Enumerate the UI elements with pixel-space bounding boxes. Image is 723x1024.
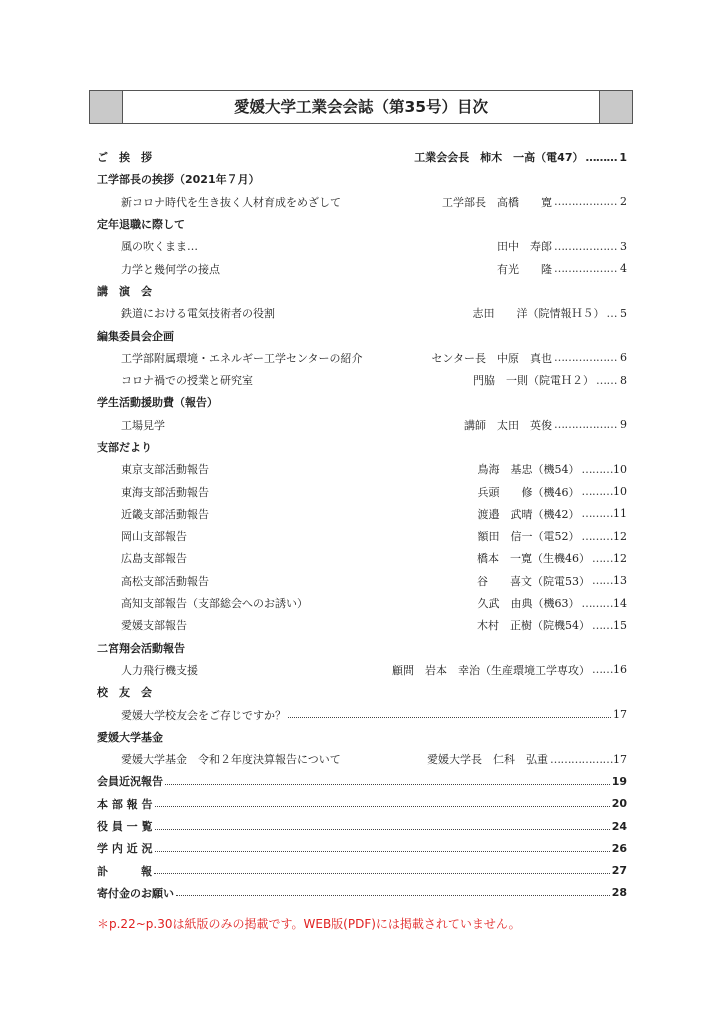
toc-entry (97, 480, 627, 502)
entry-author: 渡邉 武晴（機42） (477, 507, 580, 521)
toc-section-heading (97, 168, 627, 190)
page-number: 14 (613, 596, 627, 610)
toc-section-heading (97, 837, 627, 859)
toc-entry (97, 458, 627, 480)
title-cap-left (90, 91, 123, 123)
toc-entry (97, 191, 627, 213)
entry-author: 橋本 一寛（生機46） (477, 552, 590, 566)
page-number: 19 (611, 774, 627, 788)
dot-leader (155, 829, 610, 830)
toc-section-heading (97, 770, 627, 792)
entry-author: 久武 由典（機63） (477, 597, 580, 611)
entry-author: 額田 信一（電52） (477, 530, 580, 544)
dot-leader: ……………… (554, 262, 617, 276)
toc-section-heading (97, 726, 627, 748)
page-number: 10 (613, 485, 627, 499)
entry-author: センター長 中原 真也 (431, 351, 552, 365)
toc-section-heading (97, 637, 627, 659)
toc-entry (97, 503, 627, 525)
page-number: 10 (613, 462, 627, 476)
dot-leader: …… (592, 551, 613, 565)
page-number: 3 (620, 239, 627, 253)
dot-leader: …… (592, 618, 613, 632)
dot-leader: ……… (581, 462, 613, 476)
toc-title-box (89, 90, 633, 124)
page-number: 9 (620, 418, 627, 432)
toc-section-heading (97, 815, 627, 837)
section-title: 定年退職に際して (97, 218, 185, 232)
table-of-contents (97, 146, 627, 904)
section-title: 学生活動援助費（報告） (97, 396, 218, 410)
entry-author: 木村 正樹（院機54） (477, 619, 590, 633)
entry-title: 高知支部報告（支部総会へのお誘い） (121, 597, 308, 611)
toc-section-heading (97, 324, 627, 346)
toc-entry (97, 547, 627, 569)
entry-title: 風の吹くまま… (121, 240, 198, 254)
toc-entry (97, 592, 627, 614)
toc-entry (97, 748, 627, 770)
dot-leader: ……………… (550, 752, 613, 766)
title-cap-right (599, 91, 632, 123)
dot-leader: ……………… (554, 418, 617, 432)
toc-entry (97, 614, 627, 636)
entry-title: 愛媛支部報告 (121, 619, 187, 633)
toc-section-heading (97, 436, 627, 458)
entry-author: 愛媛大学長 仁科 弘重 (427, 753, 548, 767)
section-title: 二宮翔会活動報告 (97, 641, 185, 655)
dot-leader: ……… (581, 596, 613, 610)
toc-section-heading (97, 860, 627, 882)
page-number: 27 (611, 864, 627, 878)
dot-leader: ……………… (554, 351, 617, 365)
page-number: 2 (620, 195, 627, 209)
page-number: 17 (613, 708, 627, 722)
entry-title: 鉄道における電気技術者の役割 (121, 307, 275, 321)
page-title: 愛媛大学工業会会誌（第35号）目次 (233, 98, 489, 116)
entry-author: 谷 喜文（院電53） (477, 574, 590, 588)
page-number: 12 (613, 551, 627, 565)
section-title: 編集委員会企画 (97, 329, 174, 343)
toc-section-heading (97, 146, 627, 168)
toc-entry (97, 703, 627, 725)
page-number: 5 (620, 306, 627, 320)
section-title: 支部だより (97, 441, 152, 454)
entry-title: 東京支部活動報告 (121, 463, 209, 477)
entry-author: 門脇 一則（院電Ｈ２） (473, 374, 594, 388)
section-title: 学 内 近 況 (97, 842, 153, 856)
entry-title: 人力飛行機支援 (121, 663, 198, 677)
toc-section-heading (97, 280, 627, 302)
entry-author: 工学部長 高橋 寛 (442, 195, 552, 209)
page-number: 1 (619, 150, 627, 164)
page-number: 15 (613, 618, 627, 632)
entry-author: 田中 寿郎 (497, 240, 552, 254)
page-number: 24 (611, 819, 627, 833)
page-number: 8 (620, 373, 627, 387)
toc-entry (97, 257, 627, 279)
entry-title: 近畿支部活動報告 (121, 507, 209, 521)
toc-entry (97, 302, 627, 324)
entry-title: 高松支部活動報告 (121, 574, 209, 588)
dot-leader: ……………… (554, 195, 617, 209)
entry-title: 工学部附属環境・エネルギー工学センターの紹介 (121, 351, 363, 365)
toc-entry (97, 369, 627, 391)
section-title: 本 部 報 告 (97, 797, 153, 811)
entry-title: 愛媛大学校友会をご存じですか？ (121, 708, 286, 722)
toc-section-heading (97, 681, 627, 703)
section-title: 役 員 一 覧 (97, 820, 153, 834)
dot-leader: ……… (585, 150, 617, 164)
entry-author: 講師 太田 英俊 (464, 418, 552, 432)
toc-section-heading (97, 213, 627, 235)
entry-author: 兵頭 修（機46） (477, 485, 580, 499)
section-title: 愛媛大学基金 (97, 730, 163, 744)
toc-entry (97, 659, 627, 681)
page-number: 4 (620, 262, 627, 276)
entry-title: 東海支部活動報告 (121, 485, 209, 499)
page-number: 6 (620, 351, 627, 365)
section-title: 会員近況報告 (97, 775, 163, 789)
toc-section-heading (97, 391, 627, 413)
page-number: 16 (613, 663, 627, 677)
entry-title: 工場見学 (121, 418, 165, 432)
dot-leader: ……… (581, 507, 613, 521)
entry-author: 志田 洋（院情報Ｈ５） (472, 307, 605, 321)
section-title: 校 友 会 (97, 686, 152, 700)
section-title: 訃 報 (97, 864, 152, 878)
toc-section-heading (97, 793, 627, 815)
entry-author: 有光 隆 (497, 262, 552, 276)
publication-note: ＊p.22~p.30は紙版のみの掲載です。WEB版(PDF)には掲載されていません。 (97, 917, 521, 931)
dot-leader: …… (592, 574, 613, 588)
page-number: 11 (613, 507, 627, 521)
page-number: 13 (613, 574, 627, 588)
entry-title: 新コロナ時代を生き抜く人材育成をめざして (121, 195, 341, 209)
toc-entry (97, 235, 627, 257)
dot-leader: ……… (581, 529, 613, 543)
page-number: 12 (613, 529, 627, 543)
toc-entry (97, 414, 627, 436)
section-title: ご 挨 拶 (97, 151, 152, 165)
dot-leader (176, 895, 610, 896)
dot-leader (288, 717, 611, 718)
dot-leader (155, 851, 610, 852)
dot-leader: … (606, 306, 617, 320)
entry-title: 力学と幾何学の接点 (121, 262, 220, 276)
page-number: 17 (613, 752, 627, 766)
entry-author: 鳥海 基忠（機54） (477, 463, 580, 477)
entry-author: 工業会会長 柿木 一高（電47） (414, 151, 584, 165)
section-title: 工学部長の挨拶（2021年７月） (97, 173, 260, 187)
dot-leader (155, 806, 610, 807)
page-number: 26 (611, 841, 627, 855)
dot-leader (154, 873, 610, 874)
dot-leader: ……… (581, 485, 613, 499)
section-title: 講 演 会 (97, 284, 152, 298)
toc-entry (97, 570, 627, 592)
entry-title: 広島支部報告 (121, 552, 187, 566)
dot-leader: …… (596, 373, 617, 387)
toc-section-heading (97, 882, 627, 904)
toc-entry (97, 525, 627, 547)
entry-author: 顧問 岩本 幸治（生産環境工学専攻） (392, 663, 590, 677)
page-number: 20 (611, 797, 627, 811)
dot-leader (165, 784, 610, 785)
entry-title: 愛媛大学基金 令和２年度決算報告について (121, 753, 341, 767)
page-number: 28 (611, 886, 627, 900)
entry-title: 岡山支部報告 (121, 530, 187, 544)
entry-title: コロナ禍での授業と研究室 (121, 374, 253, 388)
section-title: 寄付金のお願い (97, 886, 174, 900)
dot-leader: …… (592, 663, 613, 677)
toc-entry (97, 347, 627, 369)
dot-leader: ……………… (554, 239, 617, 253)
